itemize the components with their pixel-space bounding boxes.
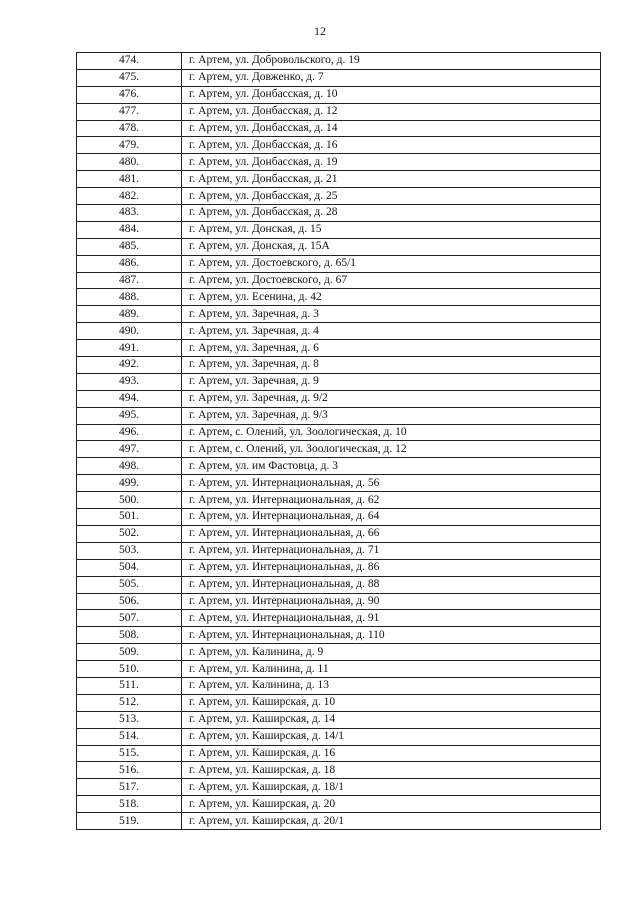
address-cell: г. Артем, ул. Донбасская, д. 12 [182, 103, 601, 120]
row-number-cell: 514. [77, 728, 182, 745]
row-number-cell: 495. [77, 407, 182, 424]
table-row [77, 525, 601, 542]
row-number-cell: 509. [77, 644, 182, 661]
address-cell: г. Артем, ул. Интернациональная, д. 86 [182, 559, 601, 576]
table-row [77, 103, 601, 120]
table-row [77, 357, 601, 374]
row-number-cell: 501. [77, 509, 182, 526]
row-number-cell: 510. [77, 661, 182, 678]
table-row [77, 509, 601, 526]
row-number-cell: 478. [77, 120, 182, 137]
address-cell: г. Артем, ул. Интернациональная, д. 110 [182, 627, 601, 644]
table-row [77, 289, 601, 306]
row-number-cell: 490. [77, 323, 182, 340]
table-row [77, 779, 601, 796]
row-number-cell: 486. [77, 255, 182, 272]
row-number-cell: 483. [77, 205, 182, 222]
address-cell: г. Артем, ул. Донбасская, д. 25 [182, 188, 601, 205]
table-row [77, 677, 601, 694]
address-cell: г. Артем, ул. Каширская, д. 18 [182, 762, 601, 779]
address-cell: г. Артем, ул. Каширская, д. 16 [182, 745, 601, 762]
table-row [77, 272, 601, 289]
address-cell: г. Артем, ул. Довженко, д. 7 [182, 69, 601, 86]
row-number-cell: 513. [77, 711, 182, 728]
address-cell: г. Артем, ул. Достоевского, д. 67 [182, 272, 601, 289]
table-row [77, 137, 601, 154]
row-number-cell: 517. [77, 779, 182, 796]
address-cell: г. Артем, ул. Интернациональная, д. 90 [182, 593, 601, 610]
row-number-cell: 480. [77, 154, 182, 171]
table-row [77, 340, 601, 357]
table-row [77, 188, 601, 205]
table-row [77, 221, 601, 238]
row-number-cell: 503. [77, 542, 182, 559]
table-row [77, 407, 601, 424]
row-number-cell: 515. [77, 745, 182, 762]
address-cell: г. Артем, ул. Интернациональная, д. 62 [182, 492, 601, 509]
address-cell: г. Артем, ул. Интернациональная, д. 56 [182, 475, 601, 492]
row-number-cell: 518. [77, 796, 182, 813]
table-row [77, 745, 601, 762]
address-cell: г. Артем, ул. Донбасская, д. 10 [182, 86, 601, 103]
row-number-cell: 502. [77, 525, 182, 542]
address-cell: г. Артем, ул. Заречная, д. 4 [182, 323, 601, 340]
address-cell: г. Артем, ул. Каширская, д. 14/1 [182, 728, 601, 745]
table-row [77, 154, 601, 171]
address-cell: г. Артем, ул. Заречная, д. 9/3 [182, 407, 601, 424]
address-cell: г. Артем, ул. Заречная, д. 8 [182, 357, 601, 374]
row-number-cell: 507. [77, 610, 182, 627]
row-number-cell: 488. [77, 289, 182, 306]
address-cell: г. Артем, ул. Интернациональная, д. 91 [182, 610, 601, 627]
table-row [77, 238, 601, 255]
table-row [77, 458, 601, 475]
row-number-cell: 487. [77, 272, 182, 289]
row-number-cell: 506. [77, 593, 182, 610]
row-number-cell: 489. [77, 306, 182, 323]
address-table-body [77, 53, 601, 830]
table-row [77, 661, 601, 678]
table-row [77, 255, 601, 272]
table-row [77, 205, 601, 222]
row-number-cell: 504. [77, 559, 182, 576]
row-number-cell: 519. [77, 813, 182, 830]
table-row [77, 610, 601, 627]
address-cell: г. Артем, ул. Каширская, д. 20/1 [182, 813, 601, 830]
row-number-cell: 498. [77, 458, 182, 475]
address-cell: г. Артем, ул. Заречная, д. 6 [182, 340, 601, 357]
address-cell: г. Артем, ул. Донбасская, д. 21 [182, 171, 601, 188]
page-number: 12 [314, 24, 326, 38]
row-number-cell: 491. [77, 340, 182, 357]
table-row [77, 694, 601, 711]
row-number-cell: 499. [77, 475, 182, 492]
table-row [77, 441, 601, 458]
row-number-cell: 477. [77, 103, 182, 120]
address-cell: г. Артем, ул. Донбасская, д. 19 [182, 154, 601, 171]
table-row [77, 762, 601, 779]
table-row [77, 576, 601, 593]
row-number-cell: 475. [77, 69, 182, 86]
row-number-cell: 494. [77, 390, 182, 407]
row-number-cell: 474. [77, 53, 182, 70]
address-cell: г. Артем, ул. Донская, д. 15 [182, 221, 601, 238]
row-number-cell: 508. [77, 627, 182, 644]
address-cell: г. Артем, ул. Интернациональная, д. 64 [182, 509, 601, 526]
row-number-cell: 482. [77, 188, 182, 205]
table-row [77, 627, 601, 644]
address-cell: г. Артем, с. Олений, ул. Зоологическая, д. 10 [182, 424, 601, 441]
row-number-cell: 485. [77, 238, 182, 255]
address-cell: г. Артем, ул. Каширская, д. 18/1 [182, 779, 601, 796]
table-row [77, 69, 601, 86]
address-cell: г. Артем, ул. Донбасская, д. 28 [182, 205, 601, 222]
table-row [77, 86, 601, 103]
row-number-cell: 500. [77, 492, 182, 509]
row-number-cell: 493. [77, 373, 182, 390]
row-number-cell: 496. [77, 424, 182, 441]
address-cell: г. Артем, ул. Калинина, д. 9 [182, 644, 601, 661]
table-row [77, 542, 601, 559]
table-row [77, 171, 601, 188]
address-cell: г. Артем, ул. Есенина, д. 42 [182, 289, 601, 306]
table-row [77, 475, 601, 492]
table-row [77, 120, 601, 137]
row-number-cell: 484. [77, 221, 182, 238]
table-row [77, 813, 601, 830]
table-row [77, 492, 601, 509]
table-row [77, 796, 601, 813]
table-row [77, 644, 601, 661]
address-cell: г. Артем, ул. Заречная, д. 3 [182, 306, 601, 323]
address-cell: г. Артем, ул. Донбасская, д. 16 [182, 137, 601, 154]
row-number-cell: 505. [77, 576, 182, 593]
address-cell: г. Артем, ул. Каширская, д. 20 [182, 796, 601, 813]
row-number-cell: 479. [77, 137, 182, 154]
address-table [76, 52, 601, 830]
address-cell: г. Артем, ул. Добровольского, д. 19 [182, 53, 601, 70]
address-cell: г. Артем, ул. Интернациональная, д. 71 [182, 542, 601, 559]
address-cell: г. Артем, ул. Каширская, д. 14 [182, 711, 601, 728]
address-cell: г. Артем, ул. Донбасская, д. 14 [182, 120, 601, 137]
table-row [77, 728, 601, 745]
table-row [77, 323, 601, 340]
row-number-cell: 497. [77, 441, 182, 458]
address-cell: г. Артем, ул. Интернациональная, д. 66 [182, 525, 601, 542]
table-row [77, 424, 601, 441]
address-cell: г. Артем, ул. Заречная, д. 9 [182, 373, 601, 390]
address-cell: г. Артем, ул. Заречная, д. 9/2 [182, 390, 601, 407]
address-cell: г. Артем, ул. Калинина, д. 13 [182, 677, 601, 694]
address-cell: г. Артем, ул. Калинина, д. 11 [182, 661, 601, 678]
table-row [77, 390, 601, 407]
row-number-cell: 512. [77, 694, 182, 711]
address-cell: г. Артем, ул. им Фастовца, д. 3 [182, 458, 601, 475]
table-row [77, 593, 601, 610]
row-number-cell: 481. [77, 171, 182, 188]
row-number-cell: 492. [77, 357, 182, 374]
address-cell: г. Артем, ул. Достоевского, д. 65/1 [182, 255, 601, 272]
row-number-cell: 476. [77, 86, 182, 103]
table-row [77, 711, 601, 728]
address-cell: г. Артем, с. Олений, ул. Зоологическая, д. 12 [182, 441, 601, 458]
row-number-cell: 511. [77, 677, 182, 694]
address-cell: г. Артем, ул. Донская, д. 15А [182, 238, 601, 255]
address-cell: г. Артем, ул. Каширская, д. 10 [182, 694, 601, 711]
table-row [77, 373, 601, 390]
table-row [77, 559, 601, 576]
table-row [77, 306, 601, 323]
address-cell: г. Артем, ул. Интернациональная, д. 88 [182, 576, 601, 593]
row-number-cell: 516. [77, 762, 182, 779]
table-row [77, 53, 601, 70]
